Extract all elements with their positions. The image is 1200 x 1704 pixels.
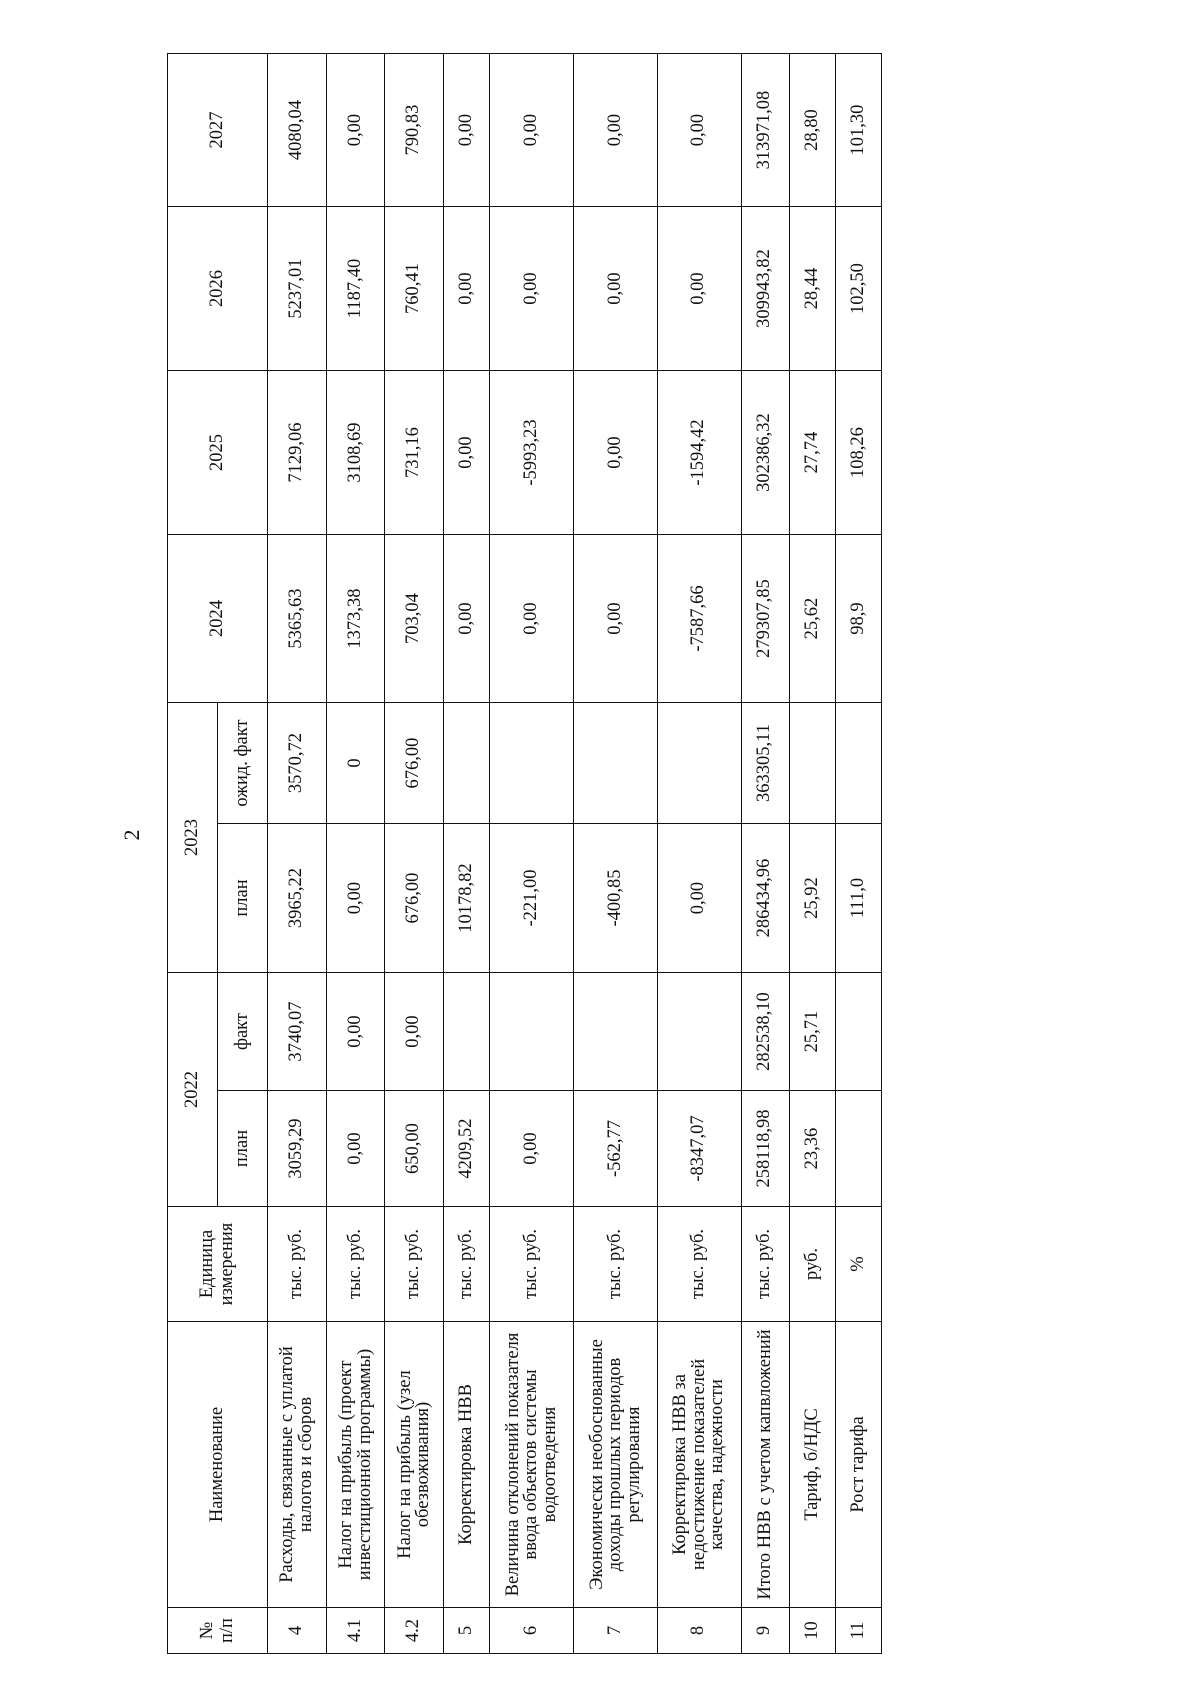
cell-2026: 1187,40 [326,207,385,371]
cell-2022-plan: -8347,07 [657,1091,741,1207]
cell-2024: -7587,66 [657,535,741,703]
cell-unit: тыс. руб. [573,1207,657,1322]
cell-2024: 98,9 [835,535,881,703]
cell-2023-plan: 3965,22 [268,824,327,973]
cell-name: Рост тарифа [835,1322,881,1608]
header-num: № п/п [168,1608,268,1654]
cell-2023-plan: -221,00 [490,824,574,973]
cell-2026: 0,00 [573,207,657,371]
cell-2022-fact [444,973,490,1091]
cell-unit: тыс. руб. [444,1207,490,1322]
cell-name: Налог на прибыль (узел обезвоживания) [385,1322,444,1608]
cell-2024: 703,04 [385,535,444,703]
cell-2023-plan: 676,00 [385,824,444,973]
cell-2024: 0,00 [490,535,574,703]
cell-2026: 0,00 [444,207,490,371]
cell-2023-plan: 0,00 [657,824,741,973]
cell-name: Налог на прибыль (проект инвестиционной программы) [326,1322,385,1608]
table-row [741,54,789,1654]
cell-2024: 0,00 [573,535,657,703]
cell-num: 5 [444,1608,490,1654]
cell-unit: тыс. руб. [657,1207,741,1322]
table-row [268,54,327,1654]
table-row [326,54,385,1654]
header-year-2023: 2023 [168,703,218,973]
cell-2025: 731,16 [385,371,444,535]
header-2022-fact: факт [218,973,268,1091]
cell-num: 7 [573,1608,657,1654]
cell-2023-plan: 25,92 [789,824,835,973]
cell-unit: тыс. руб. [268,1207,327,1322]
cell-2026: 760,41 [385,207,444,371]
cell-2023-expected-fact [573,703,657,824]
tariff-table [167,53,882,1654]
cell-unit: % [835,1207,881,1322]
cell-name: Корректировка НВВ [444,1322,490,1608]
table-row [657,54,741,1654]
cell-num: 4.1 [326,1608,385,1654]
cell-2025: 302386,32 [741,371,789,535]
cell-2023-expected-fact [657,703,741,824]
cell-num: 8 [657,1608,741,1654]
cell-2023-expected-fact: 3570,72 [268,703,327,824]
cell-2024: 25,62 [789,535,835,703]
cell-2023-expected-fact [789,703,835,824]
cell-2023-plan: 0,00 [326,824,385,973]
cell-2025: 27,74 [789,371,835,535]
cell-2026: 0,00 [657,207,741,371]
cell-2022-fact: 3740,07 [268,973,327,1091]
cell-name: Итого НВВ с учетом капвложений [741,1322,789,1608]
cell-2023-expected-fact [444,703,490,824]
header-name: Наименование [168,1322,268,1608]
cell-2022-fact [573,973,657,1091]
cell-2026: 102,50 [835,207,881,371]
cell-name: Расходы, связанные с уплатой налогов и сборов [268,1322,327,1608]
cell-2023-expected-fact: 0 [326,703,385,824]
cell-2023-expected-fact [490,703,574,824]
cell-2022-plan: 258118,98 [741,1091,789,1207]
cell-2023-expected-fact: 363305,11 [741,703,789,824]
page-number: 2 [119,829,144,841]
cell-unit: руб. [789,1207,835,1322]
cell-2024: 0,00 [444,535,490,703]
cell-num: 4 [268,1608,327,1654]
header-row-1 [168,54,218,1654]
cell-2027: 790,83 [385,54,444,207]
rotated-table-container [167,54,882,1654]
cell-name: Экономически необоснованные доходы прошлых периодов регулирования [573,1322,657,1608]
header-2023-expected-fact: ожид. факт [218,703,268,824]
cell-2027: 101,30 [835,54,881,207]
cell-2022-plan: 4209,52 [444,1091,490,1207]
table-row [444,54,490,1654]
cell-2022-fact [490,973,574,1091]
cell-2022-plan: 650,00 [385,1091,444,1207]
table-row [385,54,444,1654]
table-row [835,54,881,1654]
cell-2027: 0,00 [573,54,657,207]
table-row [789,54,835,1654]
cell-2025: -1594,42 [657,371,741,535]
cell-2027: 0,00 [490,54,574,207]
header-2022-plan: план [218,1091,268,1207]
cell-2024: 1373,38 [326,535,385,703]
cell-2026: 5237,01 [268,207,327,371]
table-row [573,54,657,1654]
table-row [490,54,574,1654]
header-2023-plan: план [218,824,268,973]
cell-2022-fact: 282538,10 [741,973,789,1091]
cell-2026: 309943,82 [741,207,789,371]
cell-unit: тыс. руб. [385,1207,444,1322]
cell-num: 6 [490,1608,574,1654]
cell-num: 10 [789,1608,835,1654]
cell-name: Корректировка НВВ за недостижение показателей качества, надежности [657,1322,741,1608]
cell-2022-plan: 0,00 [490,1091,574,1207]
cell-2022-fact: 25,71 [789,973,835,1091]
cell-2025: 0,00 [573,371,657,535]
cell-2025: 0,00 [444,371,490,535]
cell-2022-plan: 0,00 [326,1091,385,1207]
cell-2027: 313971,08 [741,54,789,207]
cell-2023-expected-fact [835,703,881,824]
cell-2027: 4080,04 [268,54,327,207]
cell-num: 9 [741,1608,789,1654]
cell-2026: 0,00 [490,207,574,371]
header-year-2022: 2022 [168,973,218,1207]
cell-2025: 108,26 [835,371,881,535]
cell-2022-fact [657,973,741,1091]
cell-2027: 0,00 [444,54,490,207]
cell-2027: 0,00 [326,54,385,207]
cell-2027: 28,80 [789,54,835,207]
cell-unit: тыс. руб. [490,1207,574,1322]
cell-2027: 0,00 [657,54,741,207]
cell-2022-plan: -562,77 [573,1091,657,1207]
cell-2023-expected-fact: 676,00 [385,703,444,824]
cell-unit: тыс. руб. [326,1207,385,1322]
cell-unit: тыс. руб. [741,1207,789,1322]
cell-2023-plan: 286434,96 [741,824,789,973]
cell-2025: 3108,69 [326,371,385,535]
cell-2022-plan: 23,36 [789,1091,835,1207]
cell-2022-plan [835,1091,881,1207]
cell-2025: -5993,23 [490,371,574,535]
header-year-2025: 2025 [168,371,268,535]
cell-2023-plan: -400,85 [573,824,657,973]
header-year-2026: 2026 [168,207,268,371]
header-unit: Единица измерения [168,1207,268,1322]
cell-name: Тариф, б/НДС [789,1322,835,1608]
cell-num: 4.2 [385,1608,444,1654]
cell-2024: 279307,85 [741,535,789,703]
cell-2022-plan: 3059,29 [268,1091,327,1207]
header-year-2027: 2027 [168,54,268,207]
cell-2022-fact: 0,00 [385,973,444,1091]
cell-2022-fact [835,973,881,1091]
cell-num: 11 [835,1608,881,1654]
header-year-2024: 2024 [168,535,268,703]
cell-2022-fact: 0,00 [326,973,385,1091]
cell-2023-plan: 10178,82 [444,824,490,973]
cell-name: Величина отклонений показателя ввода объектов системы водоотведения [490,1322,574,1608]
cell-2025: 7129,06 [268,371,327,535]
cell-2023-plan: 111,0 [835,824,881,973]
cell-2024: 5365,63 [268,535,327,703]
cell-2026: 28,44 [789,207,835,371]
